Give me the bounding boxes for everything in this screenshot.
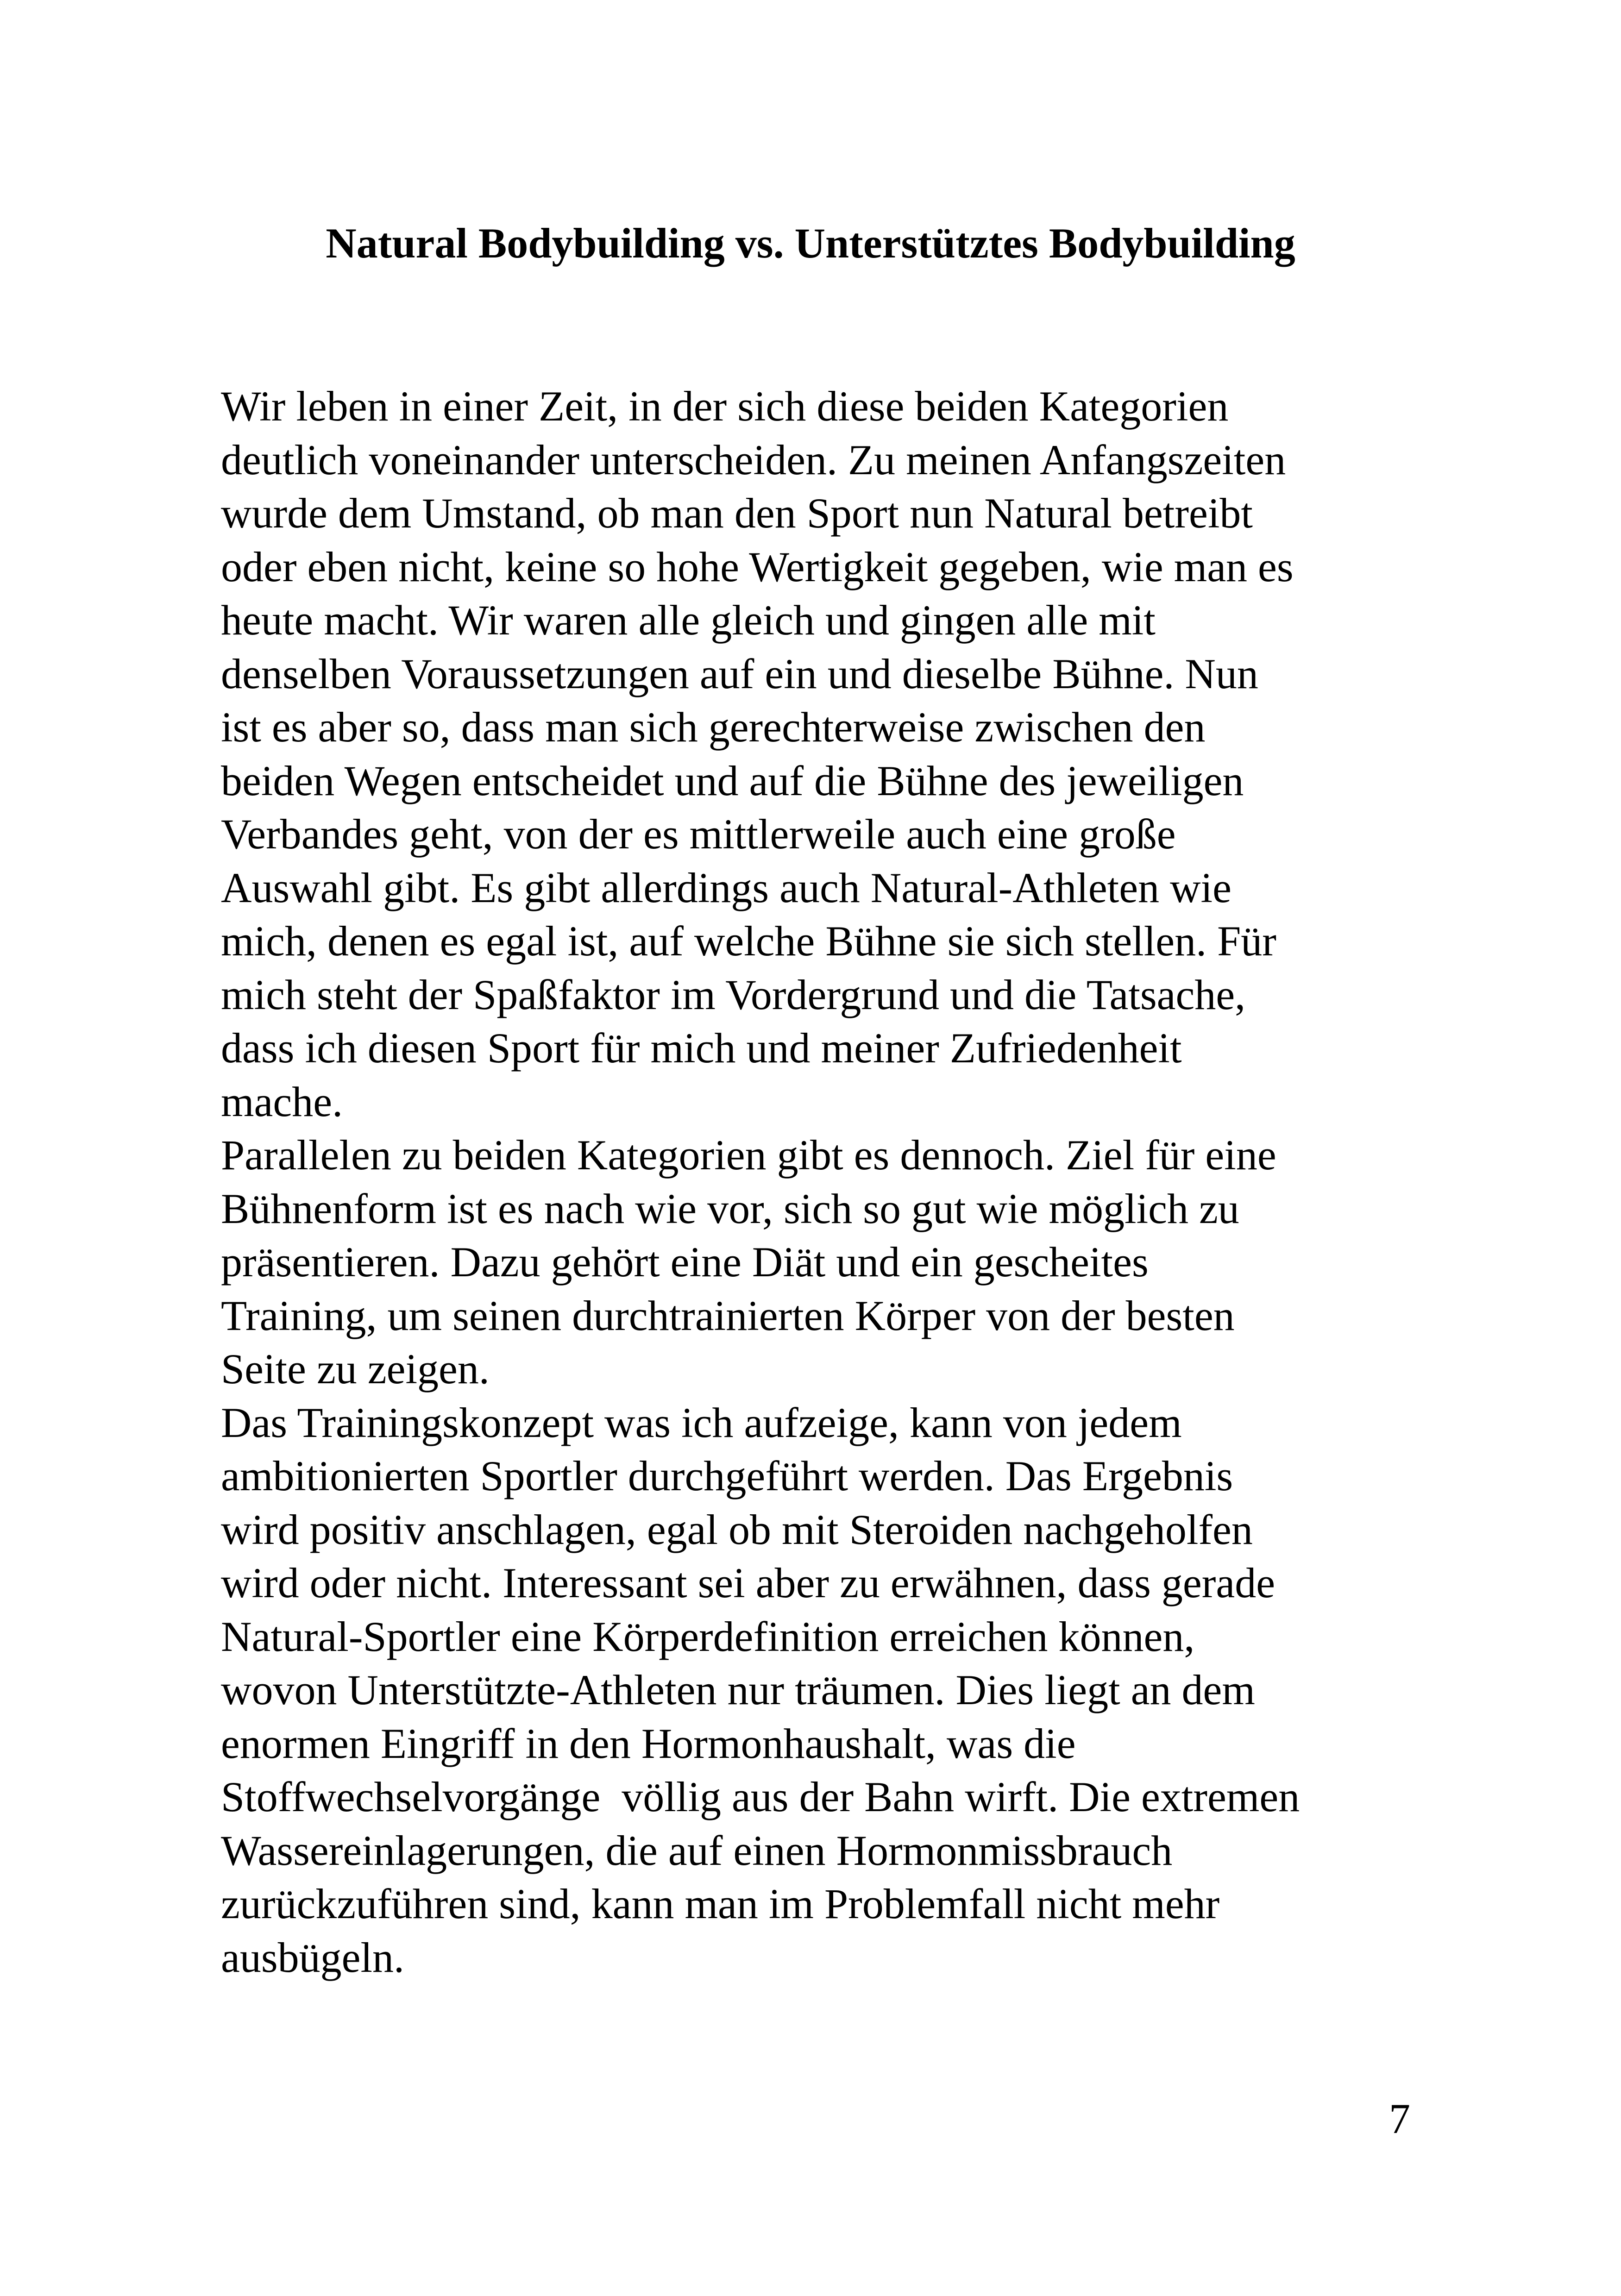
text-line: ambitionierten Sportler durchgeführt werden. Das Ergebnis (221, 1452, 1233, 1499)
text-line: Wassereinlagerungen, die auf einen Hormonmissbrauch (221, 1826, 1173, 1874)
text-line: Bühnenform ist es nach wie vor, sich so gut wie möglich zu (221, 1185, 1239, 1232)
text-line: zurückzuführen sind, kann man im Problemfall nicht mehr (221, 1880, 1220, 1927)
text-line: beiden Wegen entscheidet und auf die Bühne des jeweiligen (221, 757, 1244, 804)
text-line: Auswahl gibt. Es gibt allerdings auch Natural-Athleten wie (221, 864, 1231, 911)
body-text (221, 380, 1471, 1984)
text-line: Seite zu zeigen. (221, 1345, 490, 1393)
text-line: wird oder nicht. Interessant sei aber zu erwähnen, dass gerade (221, 1559, 1275, 1606)
text-line: wurde dem Umstand, ob man den Sport nun Natural betreibt (221, 489, 1253, 537)
text-line: Parallelen zu beiden Kategorien gibt es dennoch. Ziel für eine (221, 1131, 1276, 1179)
text-line: ist es aber so, dass man sich gerechterweise zwischen den (221, 703, 1206, 751)
text-line: wovon Unterstützte-Athleten nur träumen. Dies liegt an dem (221, 1666, 1255, 1713)
text-line: mache. (221, 1078, 343, 1125)
text-line: ausbügeln. (221, 1933, 405, 1981)
text-line: Verbandes geht, von der es mittlerweile auch eine große (221, 810, 1176, 858)
text-line: präsentieren. Dazu gehört eine Diät und ein gescheites (221, 1238, 1149, 1286)
text-line: enormen Eingriff in den Hormonhaushalt, was die (221, 1719, 1076, 1767)
text-line: Das Trainingskonzept was ich aufzeige, kann von jedem (221, 1399, 1182, 1446)
text-line: Stoffwechselvorgänge völlig aus der Bahn wirft. Die extremen (221, 1773, 1300, 1820)
text-line: Training, um seinen durchtrainierten Körper von der besten (221, 1292, 1235, 1339)
text-line: dass ich diesen Sport für mich und meiner Zufriedenheit (221, 1024, 1182, 1072)
text-line: mich, denen es egal ist, auf welche Bühne sie sich stellen. Für (221, 917, 1276, 965)
text-line: denselben Voraussetzungen auf ein und dieselbe Bühne. Nun (221, 650, 1258, 697)
text-line: oder eben nicht, keine so hohe Wertigkeit gegeben, wie man es (221, 543, 1294, 590)
text-line: Natural-Sportler eine Körperdefinition erreichen können, (221, 1612, 1195, 1660)
text-line: wird positiv anschlagen, egal ob mit Steroiden nachgeholfen (221, 1506, 1253, 1553)
text-line: Wir leben in einer Zeit, in der sich diese beiden Kategorien (221, 383, 1229, 430)
text-line: heute macht. Wir waren alle gleich und gingen alle mit (221, 596, 1156, 644)
page-number: 7 (1389, 2095, 1410, 2142)
page-title: Natural Bodybuilding vs. Unterstütztes Bodybuilding (326, 220, 1295, 267)
text-line: mich steht der Spaßfaktor im Vordergrund und die Tatsache, (221, 971, 1246, 1018)
text-line: deutlich voneinander unterscheiden. Zu meinen Anfangszeiten (221, 436, 1286, 483)
